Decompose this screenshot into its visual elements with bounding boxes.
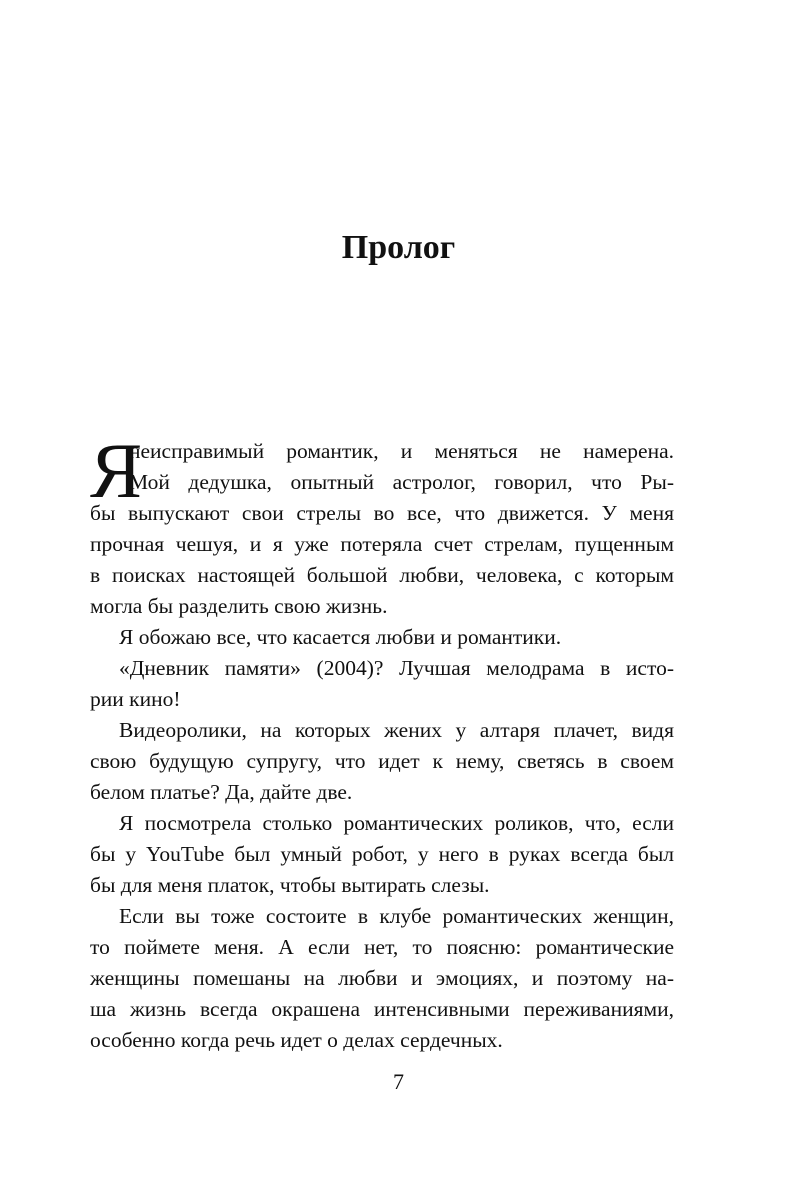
text-line: женщины помешаны на любви и эмоциях, и поэтому на- [90, 966, 674, 990]
drop-cap: Я [90, 427, 143, 514]
text-line: «Дневник памяти» (2004)? Лучшая мелодрама в исто- [119, 656, 674, 680]
text-line: Видеоролики, на которых жених у алтаря плачет, видя [119, 718, 674, 742]
text-line: особенно когда речь идет о делах сердечных. [90, 1028, 503, 1052]
text-line: свою будущую супругу, что идет к нему, светясь в своем [90, 749, 674, 773]
text-line: Я посмотрела столько романтических роликов, что, если [119, 811, 674, 835]
text-line: то поймете меня. А если нет, то поясню: романтические [90, 935, 674, 959]
text-line: бы выпускают свои стрелы во все, что движется. У меня [90, 501, 674, 525]
body-text [90, 427, 674, 1056]
text-line: Если вы тоже состоите в клубе романтических женщин, [119, 904, 674, 928]
text-line: прочная чешуя, и я уже потеряла счет стрелам, пущенным [90, 532, 674, 556]
page-number: 7 [393, 1069, 404, 1094]
text-line: в поисках настоящей большой любви, человека, с которым [90, 563, 674, 587]
text-line: могла бы разделить свою жизнь. [90, 594, 388, 618]
chapter-title: Пролог [341, 229, 456, 266]
text-line: рии кино! [90, 687, 181, 711]
text-line: белом платье? Да, дайте две. [90, 780, 353, 804]
text-line: Я обожаю все, что касается любви и романтики. [119, 625, 562, 649]
text-line: Мой дедушка, опытный астролог, говорил, что Ры- [129, 470, 674, 494]
text-line: бы у YouTube был умный робот, у него в руках всегда был [90, 842, 674, 866]
text-line: бы для меня платок, чтобы вытирать слезы. [90, 873, 490, 897]
text-line: неисправимый романтик, и меняться не намерена. [129, 439, 674, 463]
text-line: ша жизнь всегда окрашена интенсивными переживаниями, [90, 997, 674, 1021]
